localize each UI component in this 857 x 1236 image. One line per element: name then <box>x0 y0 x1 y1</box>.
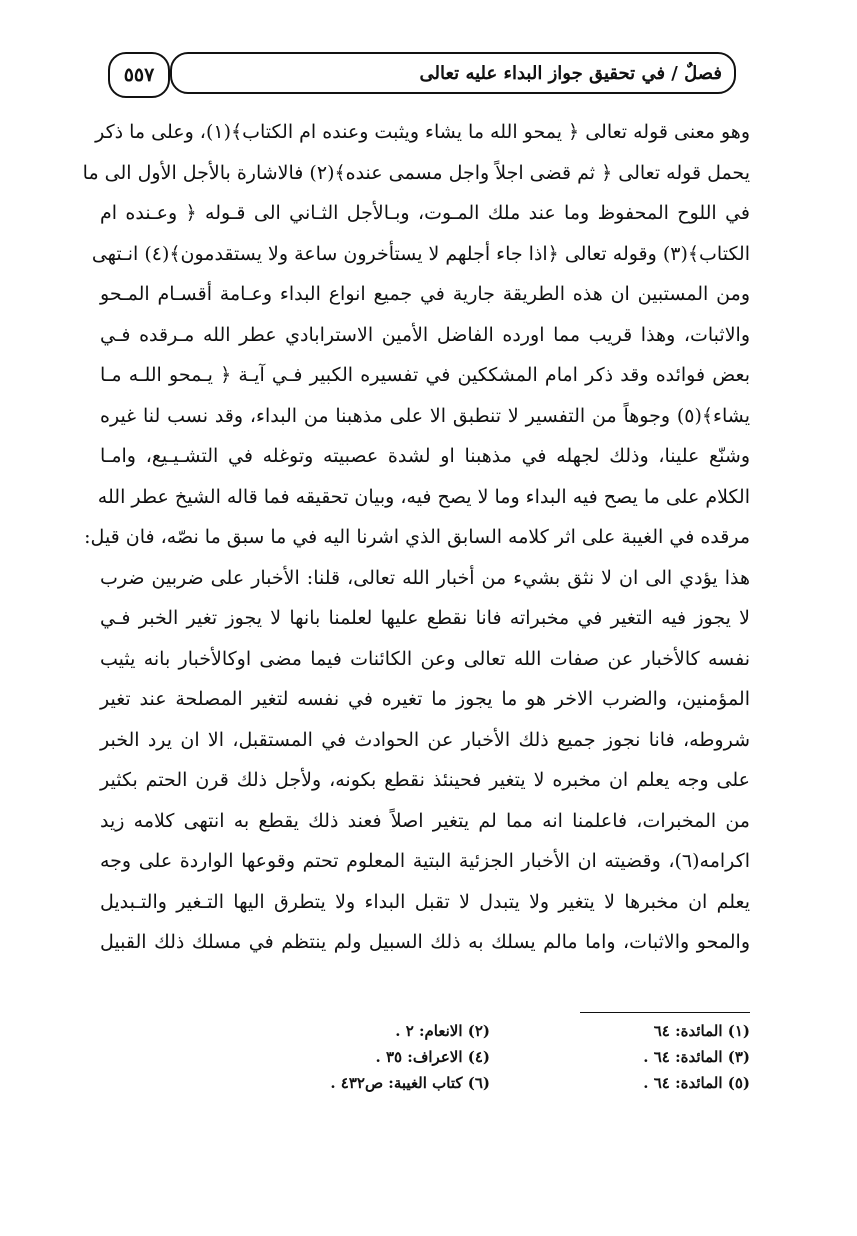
footnote: (٢) الانعام: ٢ . <box>395 1022 490 1040</box>
text-line: اكرامه(٦)، وقضيته ان الأخبار الجزئية البتية المعلوم تحتم وقوعها الواردة على وجه <box>100 850 750 872</box>
footnote-separator <box>580 1012 750 1013</box>
footnote: (١) المائدة: ٦٤ <box>653 1022 750 1040</box>
text-line: المؤمنين، والضرب الاخر هو ما يجوز ما تغيره في نفسه لتغير المصلحة عند تغير <box>100 688 750 710</box>
footnotes <box>230 1018 750 1096</box>
page-header <box>108 52 740 98</box>
text-line: الكلام على ما يصح فيه البداء وما لا يصح فيه، وبيان تحقيقه فما قاله الشيخ عطر الله <box>97 485 750 508</box>
text-line: وهو معنى قوله تعالى ﴿ يمحو الله ما يشاء ويثبت وعنده ام الكتاب﴾(١)، وعلى ما ذكر <box>95 121 750 143</box>
text-line: هذا يؤدي الى ان لا نثق بشيء من أخبار الله تعالى، قلنا: الأخبار على ضربين ضرب <box>100 566 750 589</box>
text-line: يحمل قوله تعالى ﴿ ثم قضى اجلاً واجل مسمى عنده﴾(٢) فالاشارة بالأجل الأول الى ما <box>82 161 750 184</box>
footnote: (٥) المائدة: ٦٤ . <box>643 1074 750 1092</box>
footnote-row <box>230 1018 750 1044</box>
text-line: والاثبات، وهذا قريب مما اورده الفاضل الأمين الاسترابادي عطر الله مـرقده فـي <box>100 323 750 346</box>
text-line: في اللوح المحفوظ وما عند ملك المـوت، وبـالأجل الثـاني الى قـوله ﴿ وعـنده ام <box>100 202 750 224</box>
footnote-row <box>230 1070 750 1096</box>
text-line: يشاء﴾(٥) وجوهاً من التفسير لا تنطبق الا على مذهبنا من البداء، وقد نسب لنا غيره <box>100 404 750 427</box>
text-line: الكتاب﴾(٣) وقوله تعالى ﴿اذا جاء أجلهم لا يستأخرون ساعة ولا يستقدمون﴾(٤) انـتهى <box>91 242 750 265</box>
page-number: ٥٥٧ <box>108 52 170 98</box>
text-line: والمحو والاثبات، واما مالم يسلك به ذلك السبيل ولم ينتظم في مسلك ذلك القبيل <box>100 931 750 953</box>
footnote: (٣) المائدة: ٦٤ . <box>643 1048 750 1066</box>
footnote-row <box>230 1044 750 1070</box>
text-line: يعلم ان مخبرها لا يتغير ولا يتبدل لا تقبل البداء ولا يتطرق اليها التـغير والتـبديل <box>100 890 750 913</box>
running-title: فصلٌ / في تحقيق جواز البداء عليه تعالى <box>170 52 736 94</box>
text-line: على وجه يعلم ان مخبره لا يتغير فحينئذ نقطع بكونه، ولأجل ذلك قرن الحتم بكثير <box>100 769 750 791</box>
text-line: ومن المستبين ان هذه الطريقة جارية في جميع انواع البداء وعـامة أقسـام المـحو <box>100 283 750 305</box>
text-line: بعض فوائده وقد ذكر امام المشككين في تفسيره الكبير فـي آيـة ﴿ يـمحو اللـه مـا <box>100 364 750 386</box>
text-line: لا يجوز فيه التغير في مخبراته فانا نقطع عليها لعلمنا بانها لا يجوز تغير الخبر فـي <box>100 607 750 629</box>
text-line: من المخبرات، فاعلمنا انه مما لم يتغير اصلاً فعند ذلك يقطع به انتهى كلامه زيد <box>100 809 750 832</box>
text-line: مرقده في الغيبة على اثر كلامه السابق الذي اشرنا اليه في ما سبق ما نصّه، فان قيل: <box>84 526 750 548</box>
footnote: (٦) كتاب الغيبة: ص٤٣٢ . <box>330 1074 490 1092</box>
text-line: وشنّع علينا، وذلك لجهله في مذهبنا او لشدة عصبيته وتوغله في التشـيـيع، وامـا <box>100 445 750 467</box>
body-text <box>82 112 750 963</box>
text-line: نفسه كالأخبار عن صفات الله تعالى وعن الكائنات فيما مضى اوكالأخبار بانه يثيب <box>100 647 750 670</box>
text-line: شروطه، فانا نجوز جميع ذلك الأخبار عن الحوادث في المستقبل، الا ان يرد الخبر <box>100 728 750 751</box>
footnote: (٤) الاعراف: ٣٥ . <box>375 1048 490 1066</box>
